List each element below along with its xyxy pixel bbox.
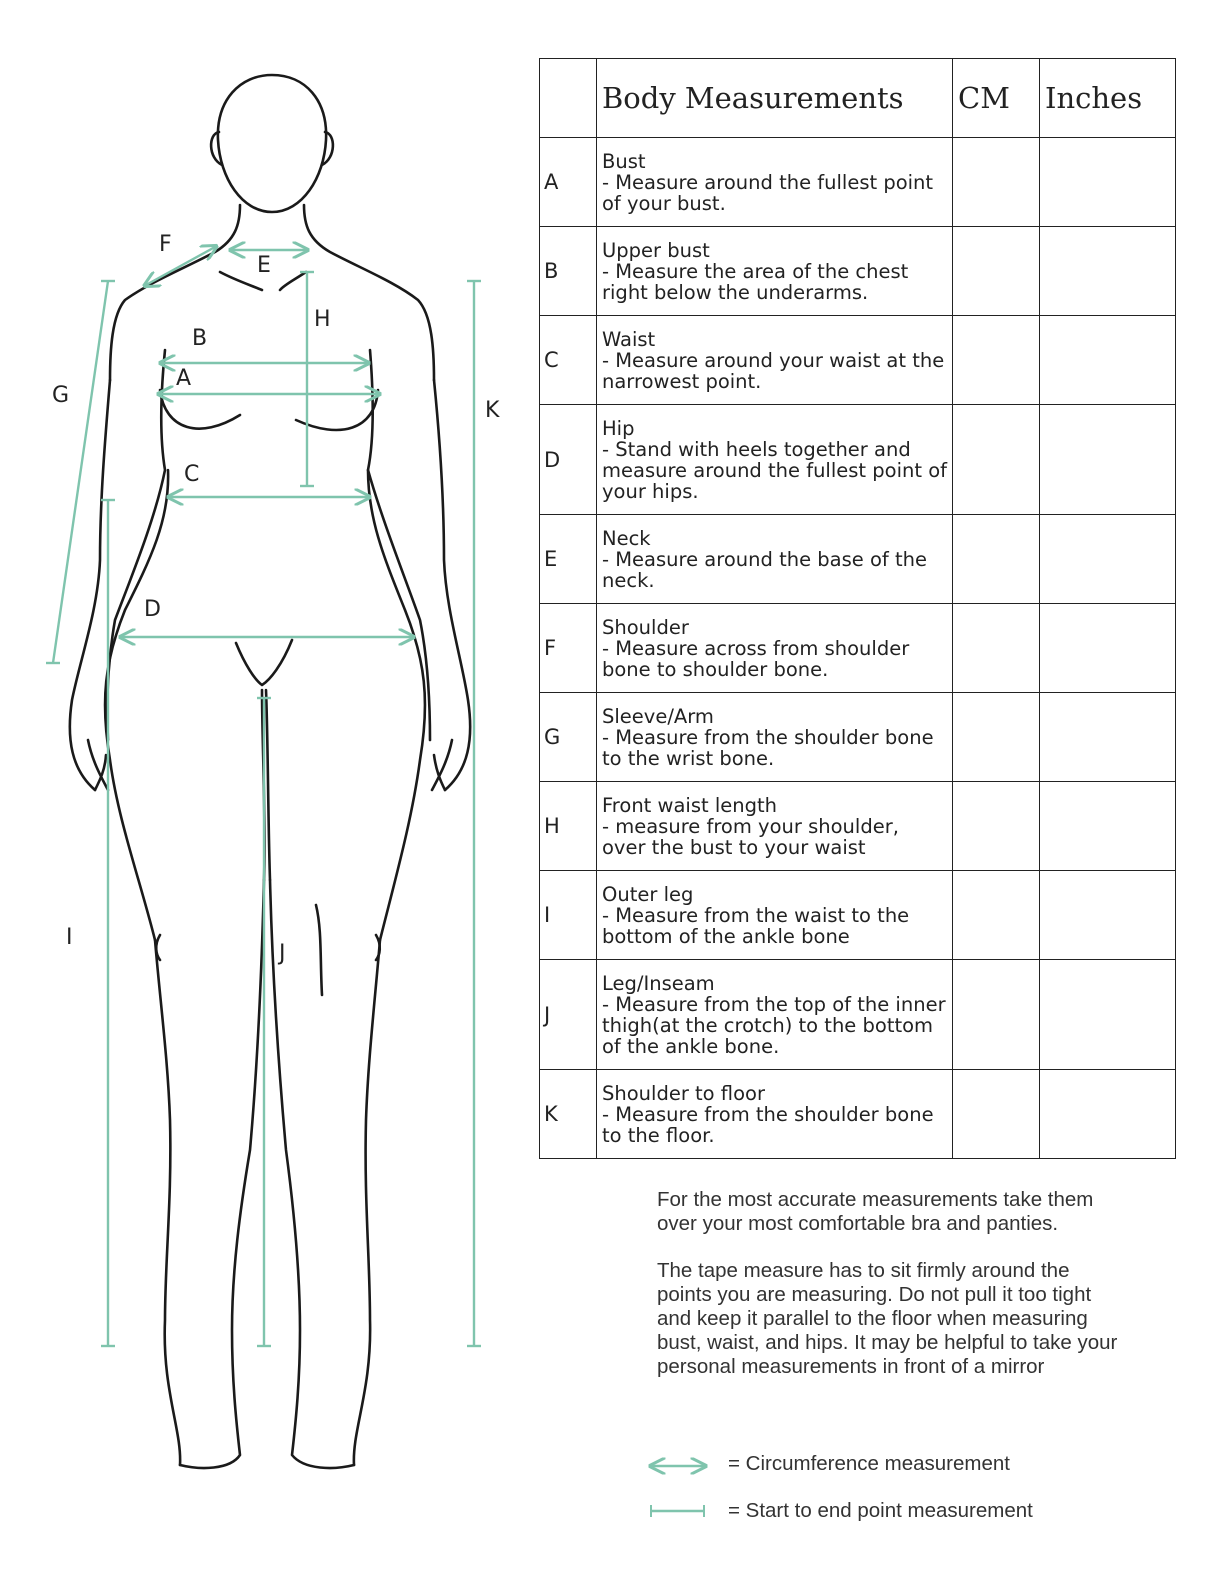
row-description [597,960,953,1070]
measurement-name: Outer leg [602,882,694,906]
measurement-instructions: - Measure across from shoulder bone to shoulder bone. [602,636,910,681]
row-letter: I [540,871,597,960]
legend-circumference-label: = Circumference measurement [728,1452,1010,1475]
row-letter: B [540,227,597,316]
label-k: K [485,398,500,423]
measurement-name: Waist [602,327,656,351]
measurement-instructions: - measure from your shoulder, over the bust to your waist [602,814,899,859]
measurement-instructions: - Measure from the waist to the bottom of the ankle bone [602,903,910,948]
row-description [597,1070,953,1159]
label-a: A [176,366,192,391]
measurement-name: Bust [602,149,646,173]
measurement-name: Front waist length [602,793,777,817]
label-g: G [52,383,70,408]
row-letter: J [540,960,597,1070]
table-row [540,782,1176,871]
cm-cell[interactable] [953,1070,1040,1159]
row-letter: E [540,515,597,604]
header-letter [540,59,597,138]
measurement-table [539,58,1176,1159]
measurement-name: Neck [602,526,651,550]
row-description [597,515,953,604]
row-letter: G [540,693,597,782]
note-bra-panties: For the most accurate measurements take them over your most comfortable bra and panties. [657,1188,1094,1235]
row-description [597,227,953,316]
double-arrow-icon [648,1450,708,1480]
line-g [53,281,108,663]
label-c: C [184,462,200,487]
measurement-instructions: - Measure around the fullest point of your bust. [602,170,934,215]
label-f: F [159,232,172,257]
table-row [540,316,1176,405]
measurement-instructions: - Measure around your waist at the narrowest point. [602,348,945,393]
cm-cell[interactable] [953,960,1040,1070]
row-description [597,138,953,227]
inches-cell[interactable] [1040,316,1176,405]
label-b: B [192,326,208,351]
measurement-instructions: - Measure the area of the chest right below the underarms. [602,259,909,304]
body-figure [0,0,530,1583]
header-inches: Inches [1040,59,1176,138]
table-row [540,138,1176,227]
measurement-name: Leg/Inseam [602,971,715,995]
row-description [597,693,953,782]
label-j: J [279,941,286,966]
legend-circumference [648,1450,1128,1480]
note-tape-measure: The tape measure has to sit firmly around the points you are measuring. Do not pull it too tight and keep it parallel to the floor when measuring bust, waist, and hips. It may be helpful to take your personal measurements in front of a mirror [657,1259,1118,1378]
table-row [540,604,1176,693]
measurement-instructions: - Measure from the shoulder bone to the floor. [602,1102,934,1147]
label-d: D [144,597,161,622]
inches-cell[interactable] [1040,227,1176,316]
label-h: H [314,307,331,332]
row-description [597,604,953,693]
cm-cell[interactable] [953,782,1040,871]
cm-cell[interactable] [953,227,1040,316]
table-row [540,405,1176,515]
body-outline [70,75,470,1468]
measurement-lines [46,247,481,1346]
label-i: I [66,925,73,950]
measurement-instructions: - Measure from the top of the inner thigh(at the crotch) to the bottom of the ankle bone. [602,992,946,1058]
cm-cell[interactable] [953,604,1040,693]
row-description [597,871,953,960]
row-letter: F [540,604,597,693]
inches-cell[interactable] [1040,405,1176,515]
row-letter: C [540,316,597,405]
inches-cell[interactable] [1040,960,1176,1070]
inches-cell[interactable] [1040,782,1176,871]
cm-cell[interactable] [953,138,1040,227]
inches-cell[interactable] [1040,693,1176,782]
row-letter: D [540,405,597,515]
measurement-name: Shoulder [602,615,689,639]
table-row [540,1070,1176,1159]
measurement-instructions: - Measure around the base of the neck. [602,547,927,592]
inches-cell[interactable] [1040,871,1176,960]
cm-cell[interactable] [953,693,1040,782]
measurement-name: Shoulder to floor [602,1081,765,1105]
row-letter: H [540,782,597,871]
cm-cell[interactable] [953,871,1040,960]
table-row [540,515,1176,604]
table-row [540,693,1176,782]
row-letter: A [540,138,597,227]
row-letter: K [540,1070,597,1159]
legend-start-end-label: = Start to end point measurement [728,1499,1033,1522]
table-row [540,871,1176,960]
cm-cell[interactable] [953,405,1040,515]
header-cm: CM [953,59,1040,138]
inches-cell[interactable] [1040,604,1176,693]
table-header-row [540,59,1176,138]
measurement-instructions: - Stand with heels together and measure around the fullest point of your hips. [602,437,947,503]
measurement-name: Hip [602,416,635,440]
inches-cell[interactable] [1040,138,1176,227]
inches-cell[interactable] [1040,515,1176,604]
table-row [540,960,1176,1070]
bracket-line-icon [648,1497,708,1527]
notes [657,1188,1127,1402]
inches-cell[interactable] [1040,1070,1176,1159]
line-f [146,247,215,285]
header-body-measurements: Body Measurements [597,59,953,138]
cm-cell[interactable] [953,515,1040,604]
table-row [540,227,1176,316]
measurement-instructions: - Measure from the shoulder bone to the wrist bone. [602,725,934,770]
label-e: E [257,253,271,278]
measurement-name: Upper bust [602,238,710,262]
legend-start-end [648,1497,1128,1527]
row-description [597,316,953,405]
row-description [597,405,953,515]
measurement-name: Sleeve/Arm [602,704,714,728]
row-description [597,782,953,871]
table-body [540,138,1176,1159]
cm-cell[interactable] [953,316,1040,405]
